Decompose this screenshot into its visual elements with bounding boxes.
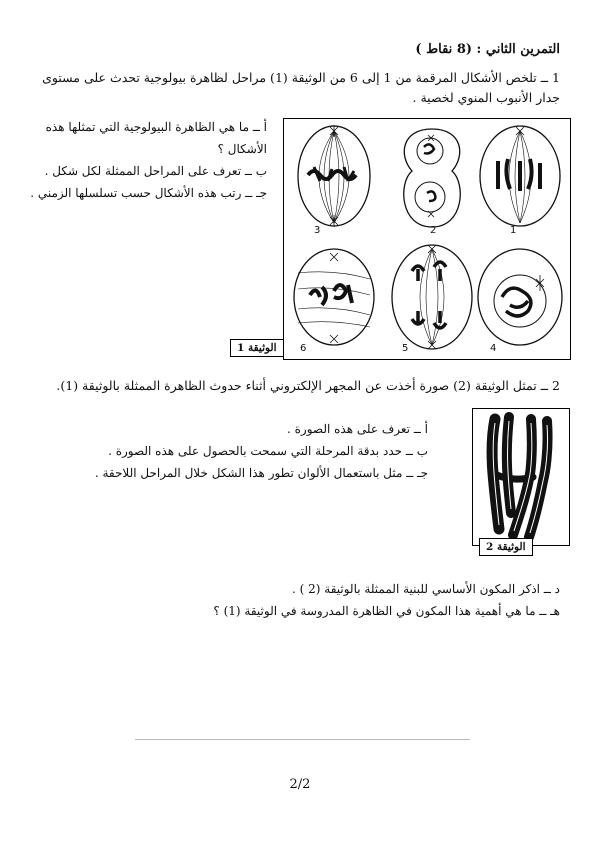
question-2-item-c: جـ ــ مثل باستعمال الألوان تطور هذا الشكل خلال المراحل اللاحقة . (94, 466, 428, 480)
document-2-figure (472, 408, 570, 546)
question-2-more-subquestions (20, 578, 560, 622)
cell-drawing-2 (404, 129, 461, 227)
question-2-item-e: هـ ــ ما هي أهمية هذا المكون في الظاهرة المدروسة في الوثيقة (1) ؟ (213, 604, 560, 618)
footer-divider (135, 739, 470, 740)
cell-division-drawings (284, 119, 570, 359)
question-1-item-c: جـ ــ رتب هذه الأشكال حسب تسلسلها الزمني . (30, 186, 267, 200)
cell-number-2: 2 (430, 225, 437, 236)
cell-drawing-6 (294, 249, 374, 345)
document-1-figure (283, 118, 571, 360)
cell-drawing-3 (298, 125, 370, 227)
question-2-item-a: أ ــ تعرف على هذه الصورة . (287, 422, 428, 436)
cell-number-3: 3 (314, 225, 321, 236)
document-1-caption: الوثيقة 1 (230, 339, 284, 357)
page-number: 2/2 (289, 777, 311, 792)
cell-number-4: 4 (490, 343, 497, 354)
question-2-item-b: ب ــ حدد بدقة المرحلة التي سمحت بالحصول على هذه الصورة . (108, 444, 428, 458)
question-2-text: 2 ــ تمثل الوثيقة (2) صورة أخذت عن المجهر الإلكتروني أثناء حدوث الظاهرة الممثلة بالوثيقة (1). (56, 378, 560, 393)
cell-drawing-5 (392, 245, 472, 349)
question-1-text: 1 ــ تلخص الأشكال المرقمة من 1 إلى 6 من الوثيقة (1) مراحل لظاهرة بيولوجية تحدث على مستوى جدار الأنبوب المنوي لخصية . (42, 70, 560, 105)
question-1-item-a: أ ــ ما هي الظاهرة البيولوجية التي تمثلها هذه الأشكال ؟ (45, 120, 267, 156)
cell-number-6: 6 (300, 343, 307, 354)
chromosome-drawing (473, 409, 569, 545)
cell-drawing-1 (480, 126, 560, 226)
cell-number-1: 1 (510, 225, 517, 236)
cell-number-5: 5 (402, 343, 409, 354)
exercise-title: التمرين الثاني : (8 نقاط ) (415, 42, 560, 57)
question-2-subquestions (28, 418, 428, 484)
document-2-caption: الوثيقة 2 (479, 538, 533, 556)
question-1-item-b: ب ــ تعرف على المراحل الممثلة لكل شكل . (44, 164, 267, 178)
question-2-item-d: د ــ اذكر المكون الأساسي للبنية الممثلة بالوثيقة (2 ) . (292, 582, 560, 596)
question-1-subquestions (27, 116, 267, 204)
cell-drawing-4 (478, 249, 562, 345)
